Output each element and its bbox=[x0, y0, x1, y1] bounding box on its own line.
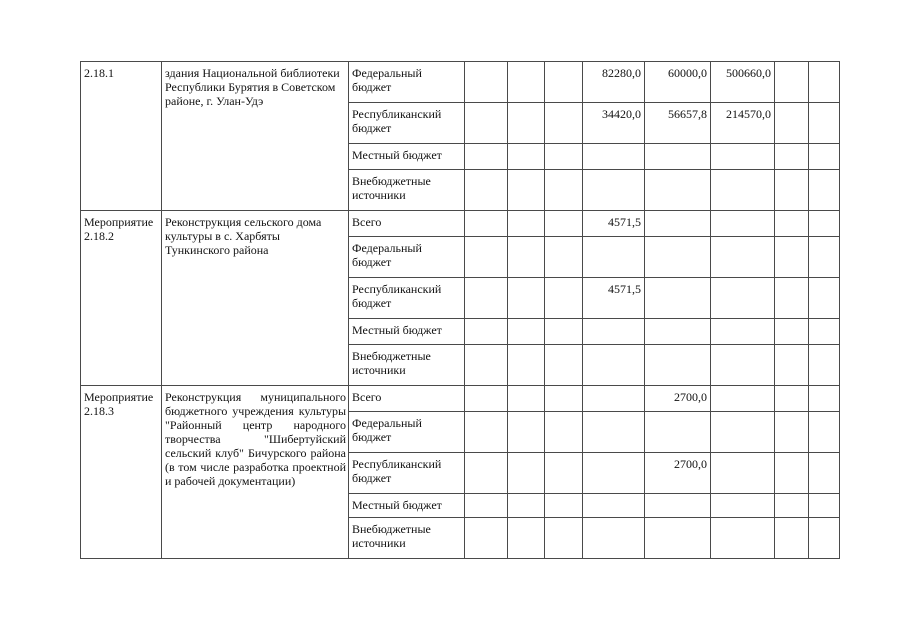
amount-cell bbox=[508, 319, 545, 345]
amount-cell: 82280,0 bbox=[583, 62, 645, 103]
amount-cell bbox=[545, 103, 583, 144]
amount-cell bbox=[545, 494, 583, 518]
funding-source: Внебюджетные источники bbox=[349, 345, 465, 386]
amount-cell bbox=[545, 211, 583, 237]
amount-cell bbox=[645, 278, 711, 319]
amount-cell bbox=[645, 319, 711, 345]
measure-name: Реконструкция муниципального бюджетного учреждения культуры "Районный центр народного творчества "Шибертуйский сельский клуб" Бичурского района (в том числе разработка проектной и рабочей документации) bbox=[162, 386, 349, 559]
amount-cell bbox=[465, 62, 508, 103]
amount-cell bbox=[583, 345, 645, 386]
amount-cell bbox=[809, 103, 840, 144]
amount-cell bbox=[711, 319, 775, 345]
amount-cell bbox=[645, 345, 711, 386]
funding-source: Федеральный бюджет bbox=[349, 237, 465, 278]
amount-cell bbox=[775, 170, 809, 211]
funding-source: Внебюджетные источники bbox=[349, 518, 465, 559]
funding-source: Федеральный бюджет bbox=[349, 412, 465, 453]
amount-cell: 4571,5 bbox=[583, 278, 645, 319]
funding-source: Внебюджетные источники bbox=[349, 170, 465, 211]
funding-source: Местный бюджет bbox=[349, 319, 465, 345]
amount-cell bbox=[775, 345, 809, 386]
table-row bbox=[81, 386, 840, 412]
amount-cell bbox=[465, 518, 508, 559]
amount-cell bbox=[809, 144, 840, 170]
amount-cell bbox=[583, 518, 645, 559]
amount-cell bbox=[465, 278, 508, 319]
amount-cell bbox=[809, 319, 840, 345]
amount-cell bbox=[508, 278, 545, 319]
amount-cell bbox=[508, 494, 545, 518]
amount-cell bbox=[711, 237, 775, 278]
amount-cell bbox=[465, 345, 508, 386]
amount-cell bbox=[809, 453, 840, 494]
amount-cell bbox=[645, 412, 711, 453]
amount-cell: 2700,0 bbox=[645, 453, 711, 494]
amount-cell bbox=[711, 144, 775, 170]
amount-cell bbox=[508, 144, 545, 170]
amount-cell bbox=[809, 518, 840, 559]
amount-cell bbox=[711, 518, 775, 559]
amount-cell bbox=[809, 170, 840, 211]
amount-cell bbox=[775, 237, 809, 278]
amount-cell bbox=[465, 103, 508, 144]
amount-cell bbox=[508, 453, 545, 494]
amount-cell bbox=[583, 319, 645, 345]
amount-cell bbox=[583, 170, 645, 211]
amount-cell bbox=[711, 386, 775, 412]
amount-cell bbox=[809, 386, 840, 412]
amount-cell bbox=[711, 494, 775, 518]
amount-cell bbox=[508, 237, 545, 278]
amount-cell bbox=[508, 518, 545, 559]
amount-cell: 60000,0 bbox=[645, 62, 711, 103]
amount-cell bbox=[775, 144, 809, 170]
table-body bbox=[81, 62, 840, 559]
amount-cell bbox=[545, 62, 583, 103]
amount-cell bbox=[809, 278, 840, 319]
amount-cell bbox=[711, 412, 775, 453]
budget-table bbox=[80, 61, 840, 559]
amount-cell bbox=[645, 494, 711, 518]
amount-cell bbox=[545, 386, 583, 412]
amount-cell bbox=[775, 453, 809, 494]
amount-cell bbox=[583, 494, 645, 518]
amount-cell: 500660,0 bbox=[711, 62, 775, 103]
amount-cell bbox=[465, 386, 508, 412]
amount-cell bbox=[583, 144, 645, 170]
amount-cell: 34420,0 bbox=[583, 103, 645, 144]
amount-cell bbox=[545, 412, 583, 453]
amount-cell bbox=[465, 412, 508, 453]
amount-cell bbox=[809, 345, 840, 386]
amount-cell bbox=[809, 412, 840, 453]
amount-cell bbox=[465, 237, 508, 278]
amount-cell bbox=[775, 386, 809, 412]
funding-source: Всего bbox=[349, 211, 465, 237]
amount-cell bbox=[645, 170, 711, 211]
amount-cell bbox=[645, 211, 711, 237]
amount-cell bbox=[711, 453, 775, 494]
amount-cell bbox=[645, 144, 711, 170]
amount-cell bbox=[583, 237, 645, 278]
funding-source: Местный бюджет bbox=[349, 494, 465, 518]
amount-cell bbox=[508, 345, 545, 386]
amount-cell bbox=[465, 170, 508, 211]
amount-cell bbox=[711, 345, 775, 386]
amount-cell bbox=[545, 345, 583, 386]
amount-cell: 2700,0 bbox=[645, 386, 711, 412]
amount-cell bbox=[545, 518, 583, 559]
measure-code: Мероприятие 2.18.3 bbox=[81, 386, 162, 559]
funding-source: Республиканский бюджет bbox=[349, 278, 465, 319]
measure-code: 2.18.1 bbox=[81, 62, 162, 211]
amount-cell bbox=[545, 144, 583, 170]
table-row bbox=[81, 211, 840, 237]
amount-cell bbox=[465, 453, 508, 494]
amount-cell bbox=[809, 211, 840, 237]
amount-cell bbox=[545, 319, 583, 345]
amount-cell bbox=[465, 144, 508, 170]
table-row bbox=[81, 62, 840, 103]
amount-cell bbox=[545, 170, 583, 211]
amount-cell bbox=[508, 412, 545, 453]
funding-source: Местный бюджет bbox=[349, 144, 465, 170]
amount-cell bbox=[775, 103, 809, 144]
amount-cell bbox=[583, 453, 645, 494]
amount-cell bbox=[583, 386, 645, 412]
measure-code: Мероприятие 2.18.2 bbox=[81, 211, 162, 386]
amount-cell bbox=[775, 62, 809, 103]
amount-cell bbox=[775, 319, 809, 345]
amount-cell bbox=[508, 62, 545, 103]
amount-cell bbox=[545, 237, 583, 278]
amount-cell bbox=[809, 494, 840, 518]
amount-cell bbox=[809, 62, 840, 103]
amount-cell bbox=[508, 211, 545, 237]
amount-cell bbox=[775, 494, 809, 518]
amount-cell bbox=[465, 494, 508, 518]
measure-name: здания Национальной библиотеки Республики Бурятия в Советском районе, г. Улан-Удэ bbox=[162, 62, 349, 211]
amount-cell: 56657,8 bbox=[645, 103, 711, 144]
amount-cell bbox=[775, 278, 809, 319]
amount-cell bbox=[775, 518, 809, 559]
amount-cell: 4571,5 bbox=[583, 211, 645, 237]
amount-cell bbox=[809, 237, 840, 278]
amount-cell bbox=[583, 412, 645, 453]
amount-cell bbox=[545, 278, 583, 319]
funding-source: Республиканский бюджет bbox=[349, 453, 465, 494]
amount-cell bbox=[508, 170, 545, 211]
amount-cell bbox=[508, 386, 545, 412]
measure-name: Реконструкция сельского дома культуры в с. Харбяты Тункинского района bbox=[162, 211, 349, 386]
amount-cell bbox=[711, 211, 775, 237]
amount-cell bbox=[465, 319, 508, 345]
amount-cell bbox=[645, 237, 711, 278]
amount-cell bbox=[645, 518, 711, 559]
funding-source: Всего bbox=[349, 386, 465, 412]
amount-cell bbox=[508, 103, 545, 144]
amount-cell bbox=[711, 170, 775, 211]
amount-cell: 214570,0 bbox=[711, 103, 775, 144]
amount-cell bbox=[775, 211, 809, 237]
amount-cell bbox=[465, 211, 508, 237]
funding-source: Республиканский бюджет bbox=[349, 103, 465, 144]
amount-cell bbox=[711, 278, 775, 319]
funding-source: Федеральный бюджет bbox=[349, 62, 465, 103]
amount-cell bbox=[545, 453, 583, 494]
amount-cell bbox=[775, 412, 809, 453]
